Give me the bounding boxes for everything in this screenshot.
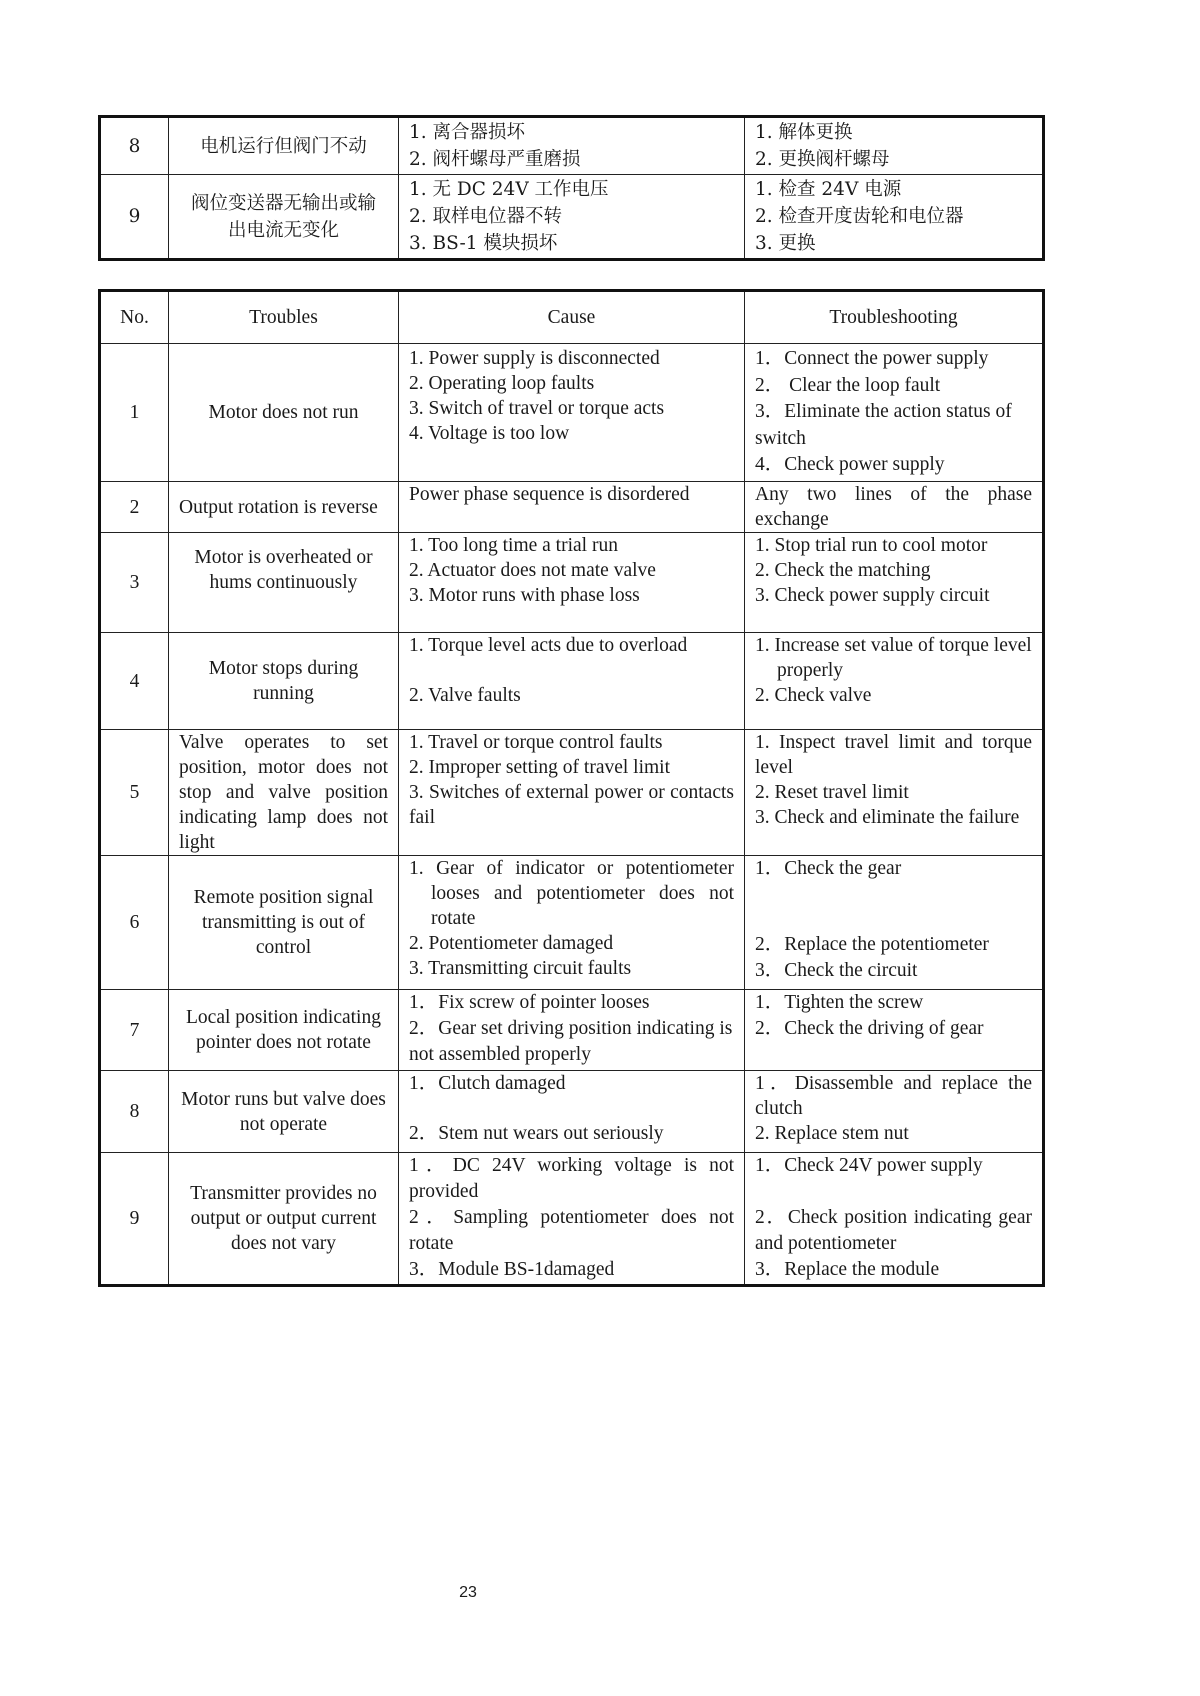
cause-cell xyxy=(399,175,745,260)
fix-item: 1. 解体更换 xyxy=(755,122,853,143)
header-no: No. xyxy=(100,291,169,344)
fix-item: 2．Check the driving of gear xyxy=(755,1018,984,1039)
cause-cell xyxy=(399,344,745,482)
cause-item: 2. Actuator does not mate valve xyxy=(409,560,656,581)
fix-item: 1. 检查 24V 电源 xyxy=(755,179,902,200)
cause-item: 1. 无 DC 24V 工作电压 xyxy=(409,179,609,200)
trouble-cell: Remote position signal transmitting is out of control xyxy=(169,856,399,990)
cause-cell xyxy=(399,1071,745,1153)
fix-item: 3. 更换 xyxy=(755,233,816,254)
trouble-cell: Transmitter provides no output or output current does not vary xyxy=(169,1153,399,1286)
fix-item: 3. Check and eliminate the failure xyxy=(755,807,1020,828)
trouble-cell: 电机运行但阀门不动 xyxy=(169,117,399,175)
fix-item: 2． Clear the loop fault xyxy=(755,374,941,396)
fix-item: 2. Reset travel limit xyxy=(755,782,909,803)
fix-item: 2. Replace stem nut xyxy=(755,1123,909,1144)
row-number: 4 xyxy=(100,633,169,730)
trouble-cell: Motor stops during running xyxy=(169,633,399,730)
fix-item: 1．Connect the power supply xyxy=(755,348,989,370)
cause-item: 2．Gear set driving position indicating is not assembled properly xyxy=(409,1018,733,1065)
cause-cell xyxy=(399,1153,745,1286)
cause-cell xyxy=(399,117,745,175)
fix-cell xyxy=(745,1071,1044,1153)
fix-item: 2. Check the matching xyxy=(755,560,931,581)
table-row xyxy=(100,482,1044,533)
fix-cell xyxy=(745,175,1044,260)
cause-item: 3. Transmitting circuit faults xyxy=(409,958,632,979)
row-number: 7 xyxy=(100,990,169,1071)
header-troubleshooting: Troubleshooting xyxy=(745,291,1044,344)
row-number: 6 xyxy=(100,856,169,990)
row-number: 8 xyxy=(100,1071,169,1153)
row-number: 9 xyxy=(100,175,169,260)
cause-item: 1. Power supply is disconnected xyxy=(409,348,660,369)
cause-item: 2. Operating loop faults xyxy=(409,373,595,394)
fix-item: 2. 更换阀杆螺母 xyxy=(755,149,890,170)
fix-item: 2. 检查开度齿轮和电位器 xyxy=(755,206,964,227)
row-number: 9 xyxy=(100,1153,169,1286)
fix-item: 2．Replace the potentiometer xyxy=(755,934,989,955)
row-number: 3 xyxy=(100,533,169,633)
row-number: 5 xyxy=(100,730,169,856)
fix-cell xyxy=(745,117,1044,175)
cause-cell xyxy=(399,633,745,730)
table-row xyxy=(100,344,1044,482)
table-row xyxy=(100,856,1044,990)
cause-item: 2. 取样电位器不转 xyxy=(409,206,563,227)
fix-cell xyxy=(745,533,1044,633)
fix-item: 1. Increase set value of torque level properly xyxy=(755,635,1032,681)
cause-item: 2. Potentiometer damaged xyxy=(409,933,614,954)
fix-cell xyxy=(745,730,1044,856)
fix-item: 3．Replace the module xyxy=(755,1259,940,1280)
fix-item: 3. Check power supply circuit xyxy=(755,585,990,606)
table-row xyxy=(100,175,1044,260)
cause-item: 1. 离合器损坏 xyxy=(409,122,526,143)
trouble-cell: Valve operates to set position, motor does not stop and valve position indicating lamp does not light xyxy=(169,730,399,856)
fix-cell xyxy=(745,856,1044,990)
fix-item: 1．Check 24V power supply xyxy=(755,1155,983,1176)
fix-cell: Any two lines of the phase exchange xyxy=(745,482,1044,533)
table-row xyxy=(100,117,1044,175)
cause-item: 2．Stem nut wears out seriously xyxy=(409,1123,664,1144)
cause-item: 1. Travel or torque control faults xyxy=(409,732,663,753)
fix-item: 3．Eliminate the action status of switch xyxy=(755,401,1012,449)
header-troubles: Troubles xyxy=(169,291,399,344)
table-row xyxy=(100,633,1044,730)
chinese-troubleshooting-table xyxy=(98,115,1045,261)
cause-item: 1．DC 24V working voltage is not provided xyxy=(409,1155,734,1202)
table-row xyxy=(100,1071,1044,1153)
fix-item: 1．Disassemble and replace the clutch xyxy=(755,1073,1032,1119)
fix-item: 3．Check the circuit xyxy=(755,960,918,981)
table-row xyxy=(100,730,1044,856)
cause-item: 1. Gear of indicator or potentiometer looses and potentiometer does not rotate xyxy=(409,858,734,929)
cause-item: 3. Switches of external power or contacts fail xyxy=(409,782,734,828)
cause-cell xyxy=(399,856,745,990)
trouble-cell: 阀位变送器无输出或输出电流无变化 xyxy=(169,175,399,260)
fix-item: 1. Stop trial run to cool motor xyxy=(755,535,988,556)
table-row xyxy=(100,1153,1044,1286)
header-row xyxy=(100,291,1044,344)
cause-item: 1．Clutch damaged xyxy=(409,1073,566,1094)
row-number: 8 xyxy=(100,117,169,175)
fix-item: 2. Check valve xyxy=(755,685,872,706)
table-row xyxy=(100,533,1044,633)
trouble-cell: Motor runs but valve does not operate xyxy=(169,1071,399,1153)
cause-cell xyxy=(399,990,745,1071)
fix-item: 1. Inspect travel limit and torque level xyxy=(755,732,1032,778)
cause-item: 1. Too long time a trial run xyxy=(409,535,618,556)
cause-item: 2．Sampling potentiometer does not rotate xyxy=(409,1207,734,1254)
trouble-cell: Local position indicating pointer does not rotate xyxy=(169,990,399,1071)
cause-item: 3．Module BS-1damaged xyxy=(409,1259,615,1280)
row-number: 1 xyxy=(100,344,169,482)
fix-item: 1．Check the gear xyxy=(755,858,902,879)
cause-cell xyxy=(399,533,745,633)
fix-item: 2．Check position indicating gear and potentiometer xyxy=(755,1207,1032,1254)
cause-item: 3. Switch of travel or torque acts xyxy=(409,398,665,419)
cause-item: 3. Motor runs with phase loss xyxy=(409,585,640,606)
fix-cell xyxy=(745,990,1044,1071)
table-row xyxy=(100,990,1044,1071)
fix-cell xyxy=(745,633,1044,730)
fix-item: 4．Check power supply xyxy=(755,454,945,476)
cause-item: 3. BS-1 模块损坏 xyxy=(409,233,558,254)
trouble-cell: Output rotation is reverse xyxy=(169,482,399,533)
cause-item: Power phase sequence is disordered xyxy=(409,484,690,505)
row-number: 2 xyxy=(100,482,169,533)
fix-item: 1．Tighten the screw xyxy=(755,992,924,1013)
cause-item: 1. Torque level acts due to overload xyxy=(409,635,688,656)
cause-cell xyxy=(399,482,745,533)
cause-item: 2. Improper setting of travel limit xyxy=(409,757,671,778)
cause-cell xyxy=(399,730,745,856)
header-cause: Cause xyxy=(399,291,745,344)
trouble-cell: Motor is overheated or hums continuously xyxy=(169,533,399,633)
cause-item: 1．Fix screw of pointer looses xyxy=(409,992,650,1013)
cause-item: 4. Voltage is too low xyxy=(409,423,570,444)
english-troubleshooting-table xyxy=(98,289,1045,1287)
fix-cell xyxy=(745,344,1044,482)
trouble-cell: Motor does not run xyxy=(169,344,399,482)
cause-item: 2. Valve faults xyxy=(409,685,521,706)
fix-cell xyxy=(745,1153,1044,1286)
page-number: 23 xyxy=(459,1584,477,1601)
cause-item: 2. 阀杆螺母严重磨损 xyxy=(409,149,581,170)
